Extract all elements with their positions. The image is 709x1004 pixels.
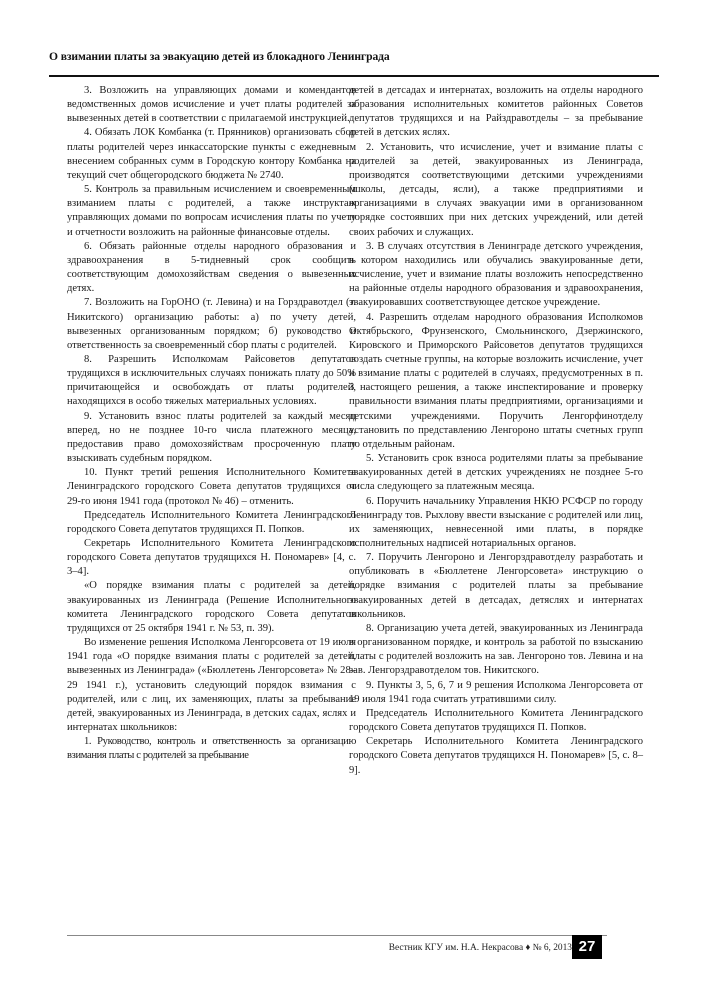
paragraph: 4. Обязать ЛОК Комбанка (т. Прянников) организовать сбор платы родителей через инкассаторские пункты с ежедневным внесением собранных сумм в Городскую контору Комбанка на текущий счет общегородского бюджета № 2740.	[67, 127, 356, 181]
paragraph: Во изменение решения Исполкома Ленгорсовета от 19 июля 1941 года «О порядке взимания платы с родителей за детей, вывезенных из Ленинграда» («Бюллетень Ленгорсовета» № 28–29 1941 г.), установить следующий порядок взимания с родителей, или с лиц, их заменяющих, платы за пребывание детей, эвакуированных из Ленинграда, в детских садах, яслях и интернатах школьников:	[67, 637, 356, 734]
signature-secretary: Секретарь Исполнительного Комитета Ленинградского городского Совета депутатов трудящихся Н. Пономарев» [4, с. 3–4].	[67, 538, 356, 578]
paragraph: 5. Контроль за правильным исчислением и своевременным взиманием платы с родителей, а также инструктаж управляющих домами по вопросам исчисления платы по учету и отчетности возложить на районные финансовые отделы.	[67, 184, 356, 238]
left-column	[67, 84, 356, 764]
header-rule	[49, 75, 659, 77]
paragraph: 7. Поручить Ленгороно и Ленгорздравотделу разработать и опубликовать в «Бюллетене Ленгорсовета» инструкцию о порядке взимания с родителей платы за пребывание эвакуированных детей в детсадах, детяслях и интернатах школьников.	[349, 552, 643, 620]
paragraph: 4. Разрешить отделам народного образования Исполкомов Октябрьского, Фрунзенского, Смольнинского, Дзержинского, Кировского и Приморского Райсоветов депутатов трудящихся создать счетные группы, на которые возложить исчисление, учет и взимание платы с родителей в случаях, предусмотренных в п. 3 настоящего решения, а также инспектирование и проверку правильности взимания платы предприятиями, организациями и детскими учреждениями. Поручить Ленгорфинотделу установить по представлению Ленгороно штаты счетных групп по отдельным районам.	[349, 311, 643, 450]
signature-secretary: Секретарь Исполнительного Комитета Ленинградского городского Совета депутатов трудящихся Н. Пономарев» [5, с. 8–9].	[349, 736, 643, 776]
quoted-decision-title: «О порядке взимания платы с родителей за детей, эвакуированных из Ленинграда (Решение Исполнительного комитета Ленинградского городского Совета депутатов трудящихся от 25 октября 1941 г. № 53, п. 39).	[67, 580, 356, 634]
paragraph: 2. Установить, что исчисление, учет и взимание платы с родителей за детей, эвакуированных из Ленинграда, производятся соответствующими детскими учреждениями (школы, детсады, ясли), а также предприятиями и организациями в случаях эвакуации ими в организованном порядке состоявших при них детских учреждений, или детей своих рабочих и служащих.	[349, 141, 643, 238]
journal-citation: Вестник КГУ им. Н.А. Некрасова ♦ № 6, 2013	[388, 943, 572, 953]
paragraph: 7. Возложить на ГорОНО (т. Левина) и на Горздравотдел (т. Никитского) организацию работы: а) по учету детей, вывезенных организованным порядком; б) руководство и ответственность за своевременный сбор платы с родителей.	[67, 297, 356, 351]
paragraph: 1. Руководство, контроль и ответственность за организацию взимания платы с родителей за пребывание	[67, 736, 356, 762]
paragraph: 8. Разрешить Исполкомам Райсоветов депутатов трудящихся в исключительных случаях понижать плату до 50% причитающейся и освобождать от платы родителей, находящихся в особо тяжелых материальных условиях.	[67, 353, 356, 408]
paragraph: 5. Установить срок взноса родителями платы за пребывание эвакуированных детей в детских учреждениях не позднее 5-го числа следующего за платежным месяца.	[349, 453, 643, 493]
right-column	[349, 84, 643, 778]
signature-chairman: Председатель Исполнительного Комитета Ленинградского городского Совета депутатов трудящихся П. Попков.	[67, 509, 356, 535]
paragraph: 3. Возложить на управляющих домами и комендантов ведомственных домов исчисление и учет платы родителей за вывезенных детей в соответствии с прилагаемой инструкцией.	[67, 85, 356, 125]
paragraph: 8. Организацию учета детей, эвакуированных из Ленинграда в организованном порядке, и контроль за работой по взысканию платы с родителей возложить на зав. Ленгороно тов. Левина и на зав. Ленгорздравотделом тов. Никитского.	[349, 622, 643, 677]
paragraph: 6. Обязать районные отделы народного образования и здравоохранения в 5-тидневный срок сообщить соответствующим домохозяйствам сведения о вывезенных детях.	[67, 240, 356, 295]
running-title: О взимании платы за эвакуацию детей из блокадного Ленинграда	[49, 50, 390, 63]
paragraph-continued: детей в детсадах и интернатах, возложить на отделы народного образования исполнительных комитетов районных Советов депутатов трудящихся и на Райздравотделы – за пребывание детей в детских яслях.	[349, 85, 643, 139]
paragraph: 6. Поручить начальнику Управления НКЮ РСФСР по городу Ленинграду тов. Рыхлову ввести взыскание с родителей или лиц, их заменяющих, невнесенной ими платы, в порядке исполнительных надписей нотариальных органов.	[349, 495, 643, 549]
paragraph: 10. Пункт третий решения Исполнительного Комитета Ленинградского городского Совета депутатов трудящихся от 29-го июня 1941 года (протокол № 46) – отменить.	[67, 467, 356, 507]
footer-rule	[67, 935, 607, 936]
paragraph: 9. Пункты 3, 5, 6, 7 и 9 решения Исполкома Ленгорсовета от 19 июля 1941 года считать утратившими силу.	[349, 679, 643, 705]
page-number: 27	[572, 935, 602, 959]
signature-chairman: Председатель Исполнительного Комитета Ленинградского городского Совета депутатов трудящихся П. Попков.	[349, 707, 643, 734]
paragraph: 3. В случаях отсутствия в Ленинграде детского учреждения, в котором находились или обучались эвакуированные дети, исчисление, учет и взимание платы возложить непосредственно на районные отделы народного образования и здравоохранения, эвакуировавших соответствующее детское учреждение.	[349, 240, 643, 309]
paragraph: 9. Установить взнос платы родителей за каждый месяц вперед, но не позднее 10-го числа платежного месяца, предоставив право домохозяйствам просроченную плату взыскивать судебным порядком.	[67, 410, 356, 465]
